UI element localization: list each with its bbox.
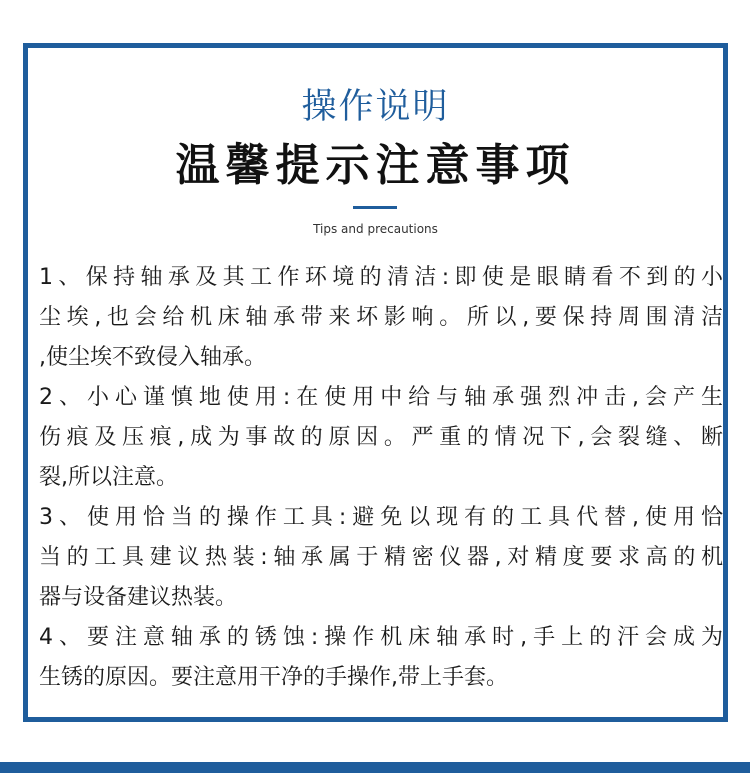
- precautions-list: [39, 258, 723, 698]
- subtitle: 操作说明: [301, 87, 450, 127]
- page-title: 温馨提示注意事项: [175, 140, 576, 191]
- precaution-item-2: [39, 378, 723, 498]
- precaution-item-4: [39, 618, 723, 698]
- tagline: Tips and precautions: [313, 222, 438, 236]
- precaution-line: 裂,所以注意。: [39, 465, 178, 490]
- precaution-line: 4、要注意轴承的锈蚀:操作机床轴承时,手上的汗会成为: [39, 625, 723, 650]
- notice-frame: [23, 43, 728, 722]
- title-divider: [353, 206, 397, 209]
- precaution-line: 1、保持轴承及其工作环境的清洁:即使是眼睛看不到的小: [39, 265, 723, 290]
- bottom-bar: [0, 762, 750, 773]
- precaution-line: 2、小心谨慎地使用:在使用中给与轴承强烈冲击,会产生: [39, 385, 723, 410]
- precaution-line: ,使尘埃不致侵入轴承。: [39, 345, 266, 370]
- precaution-line: 尘埃,也会给机床轴承带来坏影响。所以,要保持周围清洁: [39, 305, 723, 330]
- precaution-item-1: [39, 258, 723, 378]
- precaution-line: 生锈的原因。要注意用干净的手操作,带上手套。: [39, 665, 508, 690]
- precaution-line: 3、使用恰当的操作工具:避免以现有的工具代替,使用恰: [39, 505, 723, 530]
- precaution-line: 当的工具建议热装:轴承属于精密仪器,对精度要求高的机: [39, 545, 723, 570]
- precaution-line: 伤痕及压痕,成为事故的原因。严重的情况下,会裂缝、断: [39, 425, 723, 450]
- precaution-item-3: [39, 498, 723, 618]
- precaution-line: 器与设备建议热装。: [39, 585, 238, 610]
